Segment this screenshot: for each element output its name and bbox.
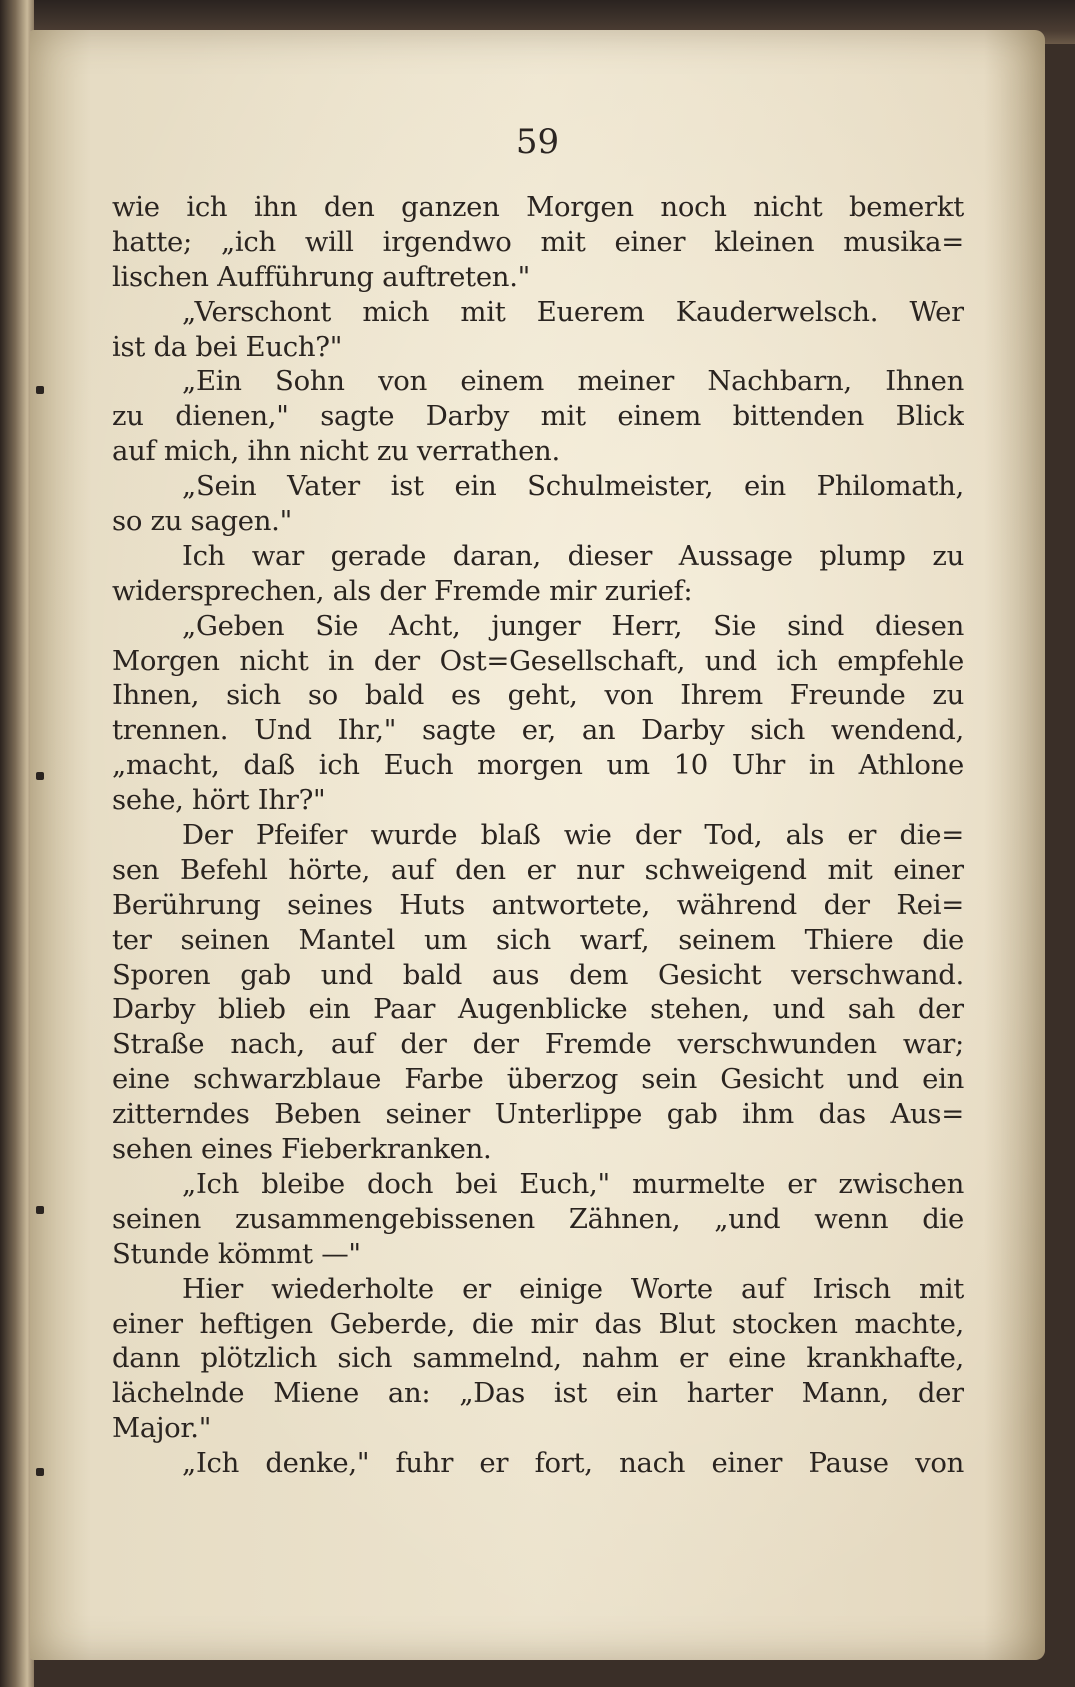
text-line: einer heftigen Geberde, die mir das Blut stocken machte, xyxy=(112,1307,964,1340)
text-line: „Ich denke," fuhr er fort, nach einer Pause von xyxy=(182,1447,964,1480)
text-line: auf mich, ihn nicht zu verrathen. xyxy=(112,435,560,468)
text-line: Ihnen, sich so bald es geht, von Ihrem Freunde zu xyxy=(112,679,964,712)
text-line: „Ein Sohn von einem meiner Nachbarn, Ihnen xyxy=(182,365,964,398)
margin-mark xyxy=(36,1468,44,1476)
text-line: seinen zusammengebissenen Zähnen, „und wenn die xyxy=(112,1202,964,1235)
text-line: hatte; „ich will irgendwo mit einer kleinen musika= xyxy=(112,225,964,258)
text-line: Ich war gerade daran, dieser Aussage plump zu xyxy=(182,539,964,572)
text-line: zitterndes Beben seiner Unterlippe gab ihm das Aus= xyxy=(112,1098,964,1131)
text-line: dann plötzlich sich sammelnd, nahm er eine krankhafte, xyxy=(112,1342,964,1375)
text-line: sen Befehl hörte, auf den er nur schweigend mit einer xyxy=(112,853,964,886)
text-line: Sporen gab und bald aus dem Gesicht verschwand. xyxy=(112,958,964,991)
text-line: so zu sagen." xyxy=(112,505,292,538)
text-line: ist da bei Euch?" xyxy=(112,330,343,363)
margin-mark xyxy=(36,1206,44,1214)
text-line: Der Pfeifer wurde blaß wie der Tod, als er die= xyxy=(182,819,964,852)
text-line: Morgen nicht in der Ost=Gesellschaft, und ich empfehle xyxy=(112,644,964,677)
text-line: lächelnde Miene an: „Das ist ein harter Mann, der xyxy=(112,1377,964,1410)
text-line: sehe, hört Ihr?" xyxy=(112,784,326,817)
text-line: „Sein Vater ist ein Schulmeister, ein Philomath, xyxy=(182,470,964,503)
text-line: eine schwarzblaue Farbe überzog sein Gesicht und ein xyxy=(112,1063,964,1096)
left-page-edge xyxy=(0,0,34,1687)
text-line: wie ich ihn den ganzen Morgen noch nicht bemerkt xyxy=(112,191,964,223)
margin-mark xyxy=(36,772,44,780)
text-line: Major." xyxy=(112,1412,212,1445)
text-line: „Geben Sie Acht, junger Herr, Sie sind diesen xyxy=(182,609,964,642)
text-line: „Ich bleibe doch bei Euch," murmelte er zwischen xyxy=(182,1167,964,1200)
text-line: „macht, daß ich Euch morgen um 10 Uhr in Athlone xyxy=(112,749,964,782)
text-line: Hier wiederholte er einige Worte auf Irisch mit xyxy=(182,1272,964,1305)
page-number: 59 xyxy=(515,122,560,162)
text-line: Stunde kömmt —" xyxy=(112,1237,361,1270)
text-line: Darby blieb ein Paar Augenblicke stehen, und sah der xyxy=(112,993,964,1026)
margin-marks xyxy=(30,30,70,1660)
text-line: zu dienen," sagte Darby mit einem bittenden Blick xyxy=(112,400,964,433)
body-text xyxy=(112,190,964,1481)
text-line: „Verschont mich mit Euerem Kauderwelsch. Wer xyxy=(182,295,964,328)
text-line: Berührung seines Huts antwortete, während der Rei= xyxy=(112,888,964,921)
text-line: Straße nach, auf der der Fremde verschwunden war; xyxy=(112,1028,964,1061)
margin-mark xyxy=(36,386,44,394)
text-line: ter seinen Mantel um sich warf, seinem Thiere die xyxy=(112,923,964,956)
book-page xyxy=(30,30,1045,1660)
text-line: lischen Aufführung auftreten." xyxy=(112,260,530,293)
text-line: widersprechen, als der Fremde mir zurief: xyxy=(112,574,693,607)
text-line: trennen. Und Ihr," sagte er, an Darby sich wendend, xyxy=(112,714,964,747)
text-line: sehen eines Fieberkranken. xyxy=(112,1133,492,1166)
